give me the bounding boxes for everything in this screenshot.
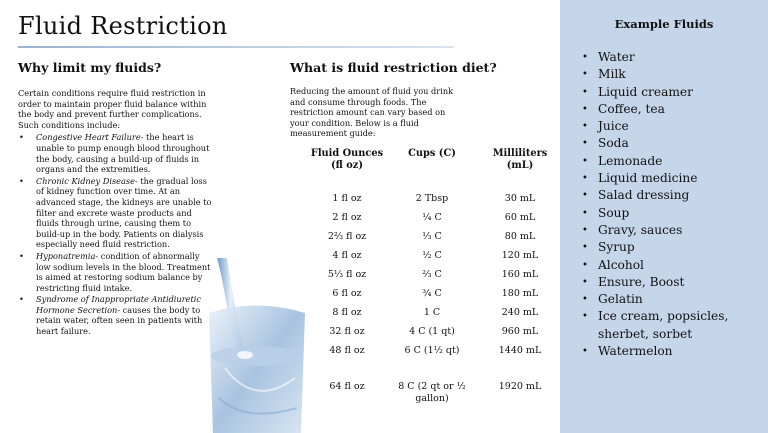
- cell-ml: 80 mL: [504, 231, 536, 242]
- cell-cups: 8 C (2 qt or ½ gallon): [398, 381, 466, 404]
- list-item: • Water: [582, 49, 762, 66]
- table-header-row: [310, 148, 560, 193]
- cell-ml: 1440 mL: [498, 345, 542, 356]
- cell-ml: 120 mL: [501, 250, 539, 261]
- cell-oz: 32 fl oz: [329, 326, 365, 337]
- condition-item: [36, 294, 213, 336]
- cell-cups: 1 C: [423, 307, 441, 318]
- condition-desc: - the heart is unable to pump enough blood throughout the body, causing a build-up of fluids in organs and the extremities.: [36, 132, 210, 175]
- cell-oz: 4 fl oz: [332, 250, 362, 261]
- condition-item: [36, 176, 213, 250]
- cell-ml: 1920 mL: [498, 381, 542, 392]
- table-row: [310, 269, 560, 288]
- cell-oz: 48 fl oz: [329, 345, 365, 356]
- why-intro: Certain conditions require fluid restriction in order to maintain proper fluid balance within the body and prevent further complications. Such conditions include:: [18, 88, 207, 130]
- cell-oz: 5⅓ fl oz: [327, 269, 367, 280]
- list-item: • Juice: [582, 118, 762, 135]
- list-item: • Watermelon: [582, 343, 762, 360]
- col-header-cups: Cups (C): [408, 148, 456, 159]
- list-item: • Liquid medicine: [582, 170, 762, 187]
- why-section: [18, 88, 213, 337]
- table-row: [310, 212, 560, 231]
- list-item: • Milk: [582, 66, 762, 83]
- table-row: [310, 326, 560, 345]
- list-item: • Ice cream, popsicles, sherbet, sorbet: [582, 308, 762, 343]
- example-fluids-heading: Example Fluids: [614, 17, 714, 31]
- table-row: [310, 288, 560, 307]
- cell-ml: 60 mL: [504, 212, 536, 223]
- cell-cups: 6 C (1½ qt): [404, 345, 460, 356]
- cell-cups: ¾ C: [422, 288, 442, 299]
- list-item: • Coffee, tea: [582, 101, 762, 118]
- title-divider: [18, 46, 454, 48]
- condition-term: Hyponatremia: [36, 250, 96, 261]
- example-fluids-panel: [560, 0, 768, 433]
- cell-oz: 64 fl oz: [329, 381, 365, 392]
- cell-ml: 30 mL: [504, 193, 536, 204]
- list-item: • Syrup: [582, 239, 762, 256]
- page-title: Fluid Restriction: [18, 12, 228, 40]
- cell-cups: 4 C (1 qt): [409, 326, 455, 337]
- table-row: [310, 381, 560, 411]
- why-heading: Why limit my fluids?: [18, 60, 162, 75]
- cell-oz: 2⅔ fl oz: [327, 231, 367, 242]
- cell-cups: ¼ C: [422, 212, 442, 223]
- condition-desc: - the gradual loss of kidney function over time. At an advanced stage, the kidneys are unable to filter and excrete waste products and fluids through urine, causing them to build-up in the body. Patients on dialysis especially need fluid restriction.: [36, 175, 212, 250]
- table-row: [310, 250, 560, 269]
- cell-oz: 8 fl oz: [332, 307, 362, 318]
- cell-ml: 240 mL: [501, 307, 539, 318]
- cell-oz: 2 fl oz: [332, 212, 362, 223]
- cell-cups: 2 Tbsp: [415, 193, 449, 204]
- cell-oz: 6 fl oz: [332, 288, 362, 299]
- list-item: • Ensure, Boost: [582, 274, 762, 291]
- example-fluids-list: [582, 49, 762, 360]
- cell-ml: 160 mL: [501, 269, 539, 280]
- conditions-list: [18, 132, 213, 336]
- table-row: [310, 231, 560, 250]
- cell-cups: ⅓ C: [422, 231, 442, 242]
- condition-desc: - causes the body to retain water, often seen in patients with heart failure.: [36, 304, 203, 337]
- cell-ml: 960 mL: [501, 326, 539, 337]
- list-item: • Soda: [582, 135, 762, 152]
- water-glass-image: [205, 258, 305, 433]
- fluid-measurement-table: [310, 148, 560, 411]
- condition-desc: - condition of abnormally low sodium levels in the blood. Treatment is aimed at restoring sodium balance by restricting fluid intake.: [36, 250, 211, 293]
- cell-cups: ½ C: [422, 250, 442, 261]
- what-intro: Reducing the amount of fluid you drink and consume through foods. The restriction amount can vary based on your condition. Below is a fluid measurement guide:: [290, 86, 454, 139]
- cell-ml: 180 mL: [501, 288, 539, 299]
- condition-term: Chronic Kidney Disease: [36, 175, 135, 186]
- condition-term: Congestive Heart Failure: [36, 132, 141, 143]
- list-item: • Gravy, sauces: [582, 222, 762, 239]
- what-heading: What is fluid restriction diet?: [290, 60, 497, 75]
- col-header-fluid-ounces: Fluid Ounces (fl oz): [310, 148, 384, 171]
- list-item: • Liquid creamer: [582, 84, 762, 101]
- cell-cups: ⅔ C: [422, 269, 442, 280]
- col-header-milliliters: Milliliters (mL): [492, 148, 548, 171]
- table-row: [310, 193, 560, 212]
- list-item: • Lemonade: [582, 153, 762, 170]
- cell-oz: 1 fl oz: [332, 193, 362, 204]
- condition-term: Syndrome of Inappropriate Antidiuretic Hormone Secretion: [36, 294, 201, 315]
- table-row: [310, 345, 560, 381]
- table-row: [310, 307, 560, 326]
- condition-item: [36, 132, 213, 174]
- list-item: • Salad dressing: [582, 187, 762, 204]
- list-item: • Alcohol: [582, 257, 762, 274]
- list-item: • Soup: [582, 205, 762, 222]
- condition-item: [36, 251, 213, 293]
- list-item: • Gelatin: [582, 291, 762, 308]
